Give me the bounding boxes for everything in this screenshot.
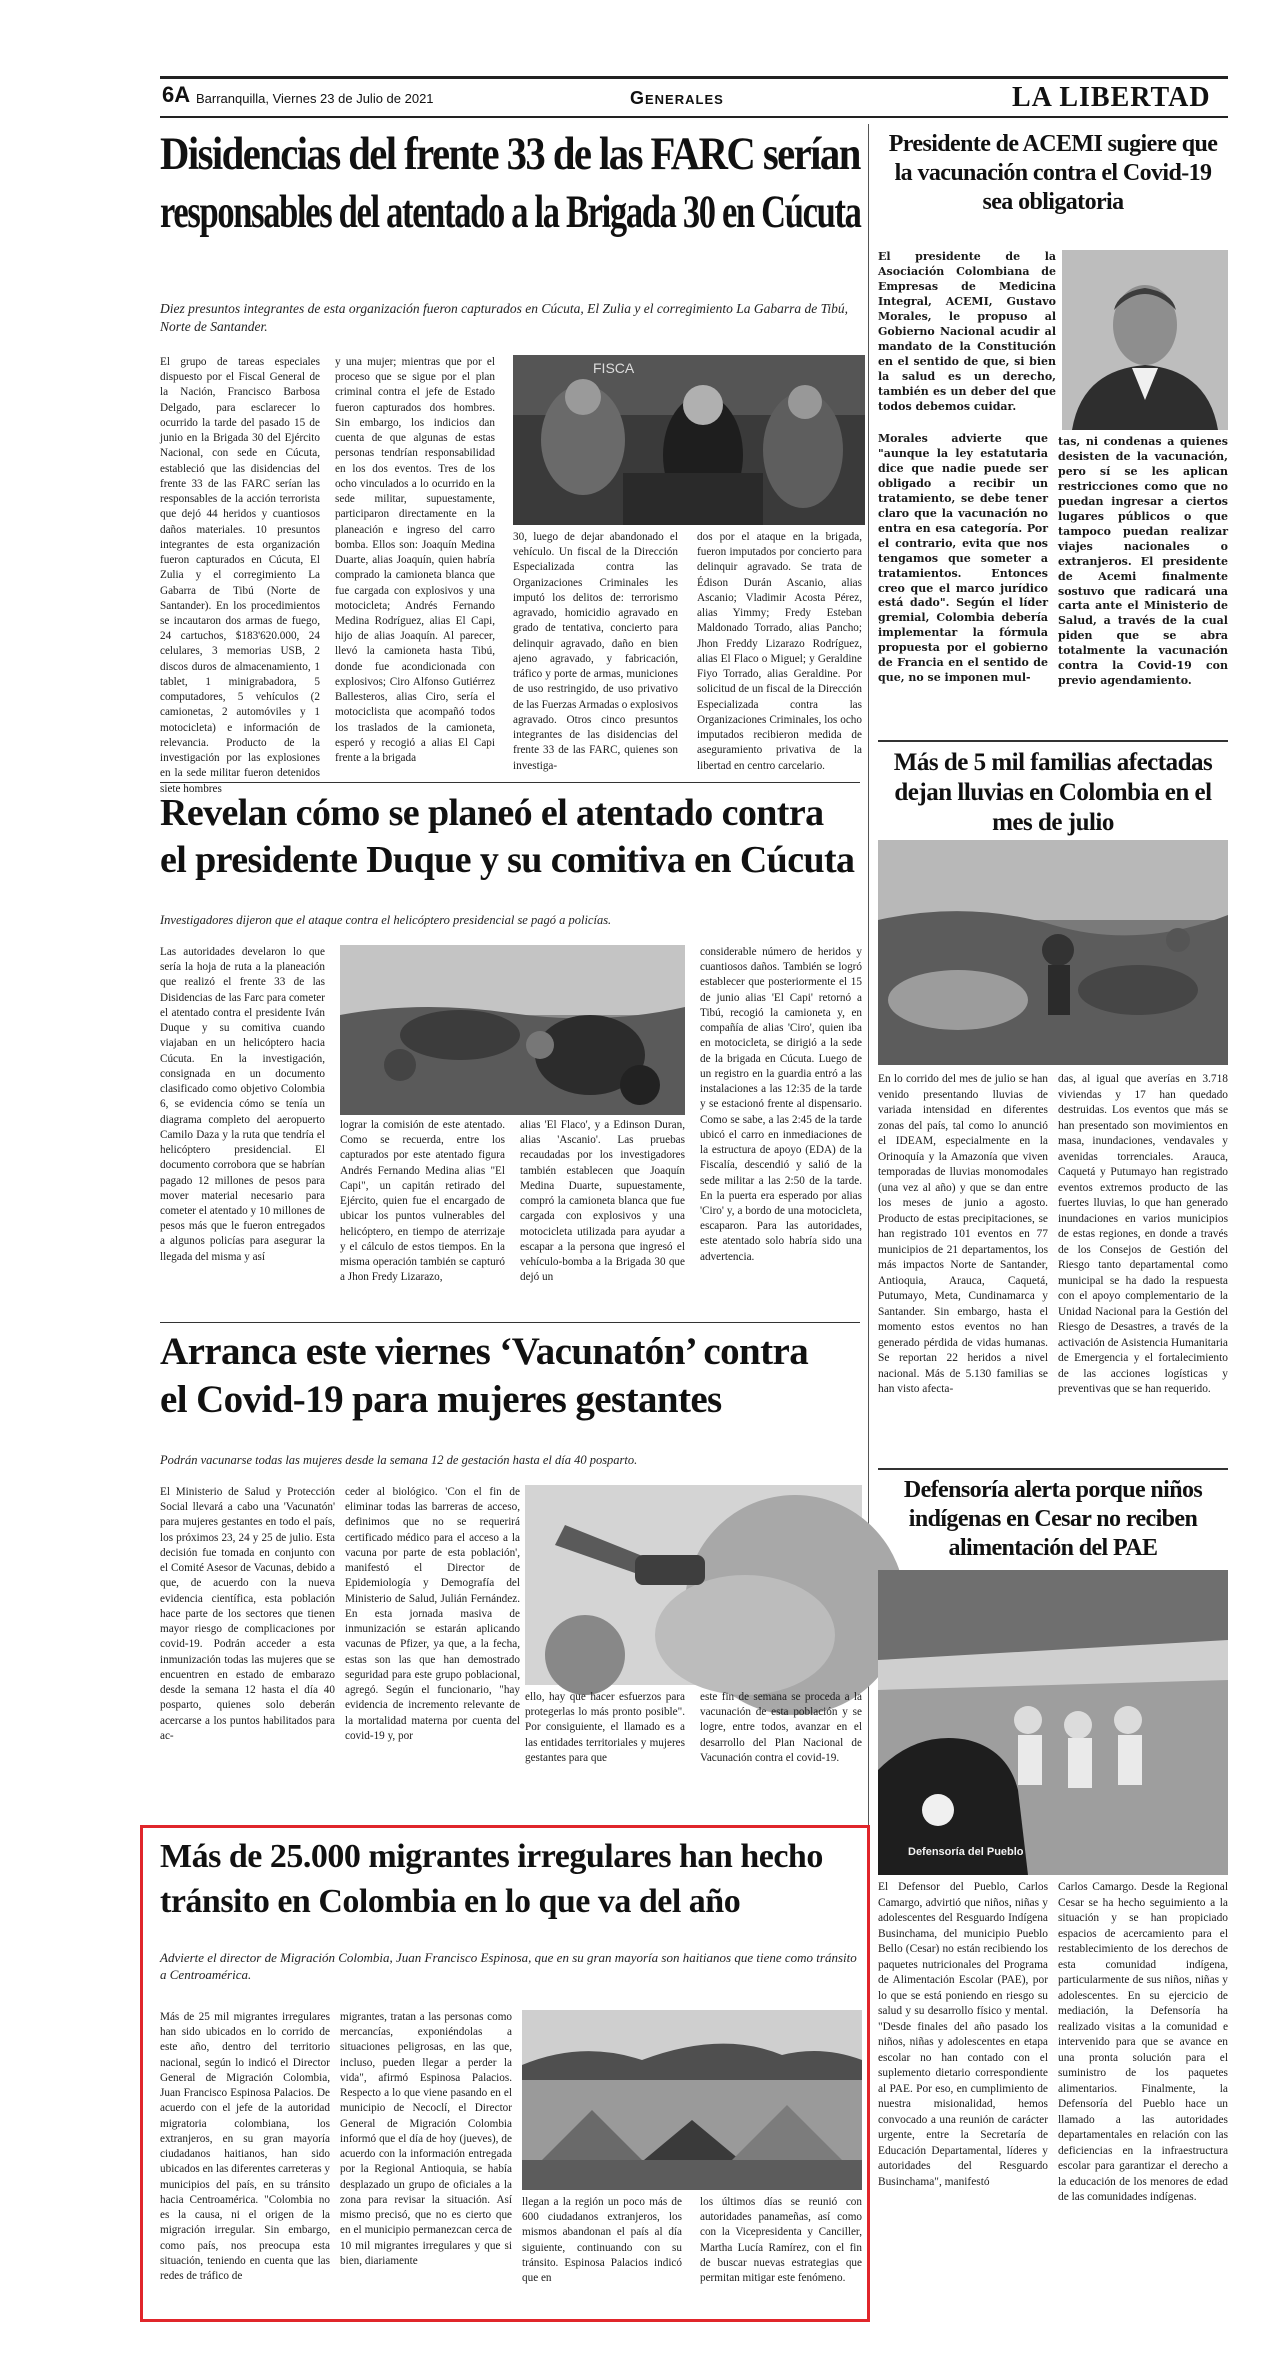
sidebar-text: Morales advierte que "aunque la ley estatutaria dice que nadie puede ser obligado a recibir un tratamiento, se debe tener claro que la vacunación no entra en esa categoría. Por el contrario, evita que nos tengamos que someter a tratamientos. Entonces creo que el marco jurídico está dado". Según el líder gremial, Colombia debería implementar la fórmula propuesta por el gobierno de Francia en el sentido de que, no se imponen mul- — [878, 432, 1048, 685]
photo-gustavo-morales — [1062, 250, 1228, 430]
photo-press-conference — [513, 355, 865, 525]
header-rule-bottom — [160, 116, 1228, 118]
article-column: dos por el ataque en la brigada, fueron imputados por concierto para delinquir agravado. Se trata de Édison Durán Ascanio, alias Ascanio; Vladimir Acosta Pérez, alias Yimmy; Fredy Esteban Maldonado Torrado, alias Pancho; Jhon Freddy Lizarazo Rodríguez, alias El Flaco o Miguel; y Geraldine Fiyo Torrado, alias Geraldine. Por solicitud de un fiscal de la Dirección Especializada contra las Organizaciones Criminales, los ocho imputados recibieron medida de aseguramiento privativa de la libertad en centro carcelario. — [697, 531, 862, 772]
article-column: El Ministerio de Salud y Protección Social llevará a cabo una 'Vacunatón' para mujeres gestantes en todo el país, los próximos 23, 24 y 25 de julio. Esta decisión fue tomada en conjunto con el Comité Asesor de Vacunas, debido a que, de acuerdo con la nueva evidencia científica, esta población hace parte de los sectores que tienen mayor riesgo de complicaciones por covid-19. Podrán acceder a esta inmunización todas las mujeres que se encuentren en estado de embarazo desde la semana 12 hasta el día 40 posparto, quienes solo deberán acercarse a los puntos habilitados para ac- — [160, 1486, 335, 1742]
headline-line-2: responsables del atentado a la Brigada 30 en Cúcuta — [160, 185, 861, 238]
photo-flood — [878, 840, 1228, 1065]
article-column: migrantes, tratan a las personas como mercancías, exponiéndolas a situaciones peligrosas, en las que, incluso, pueden llegar a perder la vida", afirmó Espinosa Palacios. Respecto a lo que viene pasando en el municipio de Necoclí, el Director General de Migración Colombia informó que el día de hoy (jueves), de acuerdo con la información entregada por la Regional Antioquia, se había desplazado un grupo de oficiales a la zona para revisar la situación. Así mismo precisó, que no es cierto que en el municipio permanezcan cerca de 10 mil migrantes irregulares y que si bien, diariamente — [340, 2011, 512, 2267]
article-migrantes — [160, 1838, 860, 1922]
article-column: 30, luego de dejar abandonado el vehículo. Un fiscal de la Dirección Especializada contra las Organizaciones Criminales les imputó los delitos de: terrorismo agravado, homicidio agravado en grado de tentativa, concierto para delinquir agravado, daño en bien ajeno agravado, y fabricación, tráfico y porte de armas, municiones de uso restringido, de uso privativo de las Fuerzas Armadas o explosivos agravado. Otros cinco presuntos integrantes de las disidencias del frente 33 de las FARC, quienes son investiga- — [513, 531, 678, 772]
article-divider — [160, 782, 860, 783]
article-lede: Advierte el director de Migración Colombia, Juan Francisco Espinosa, que en su gran mayoría son haitianos que tiene como tránsito a Centroamérica. — [160, 1950, 857, 1982]
article-farc — [160, 128, 860, 239]
section-name: Generales — [630, 88, 724, 108]
article-column: alias 'El Flaco', y a Edinson Duran, alias 'Ascanio'. Las pruebas recaudadas por los investigadores también establecen que Joaquín Medina Duarte, supuestamente, compró la camioneta blanca que fue cargada con explosivos y una motocicleta utilizada para ayudar a escapar a la persona que ingresó el vehículo-bomba a la Brigada 30 que dejó un — [520, 1119, 685, 1284]
article-divider — [160, 1322, 860, 1323]
sidebar-headline-defensoria: Defensoría alerta porque niños indígenas en Cesar no reciben alimentación del PAE — [903, 1477, 1203, 1561]
sidebar-headline-acemi: Presidente de ACEMI sugiere que la vacunación contra el Covid-19 sea obligatoria — [888, 131, 1218, 215]
headline-line-1: Arranca este viernes ‘Vacunatón’ contra — [160, 1330, 809, 1373]
photo-helicopter-crowd — [340, 945, 685, 1115]
headline-line-2: el Covid-19 para mujeres gestantes — [160, 1378, 722, 1422]
headline-line-1: Disidencias del frente 33 de las FARC serían — [160, 128, 860, 180]
article-column: y una mujer; mientras que por el proceso que se sigue por el plan criminal contra el jefe de Estado fueron capturados dos hombres. Sin embargo, los indicios dan cuenta de que algunas de estas personas tendrían responsabilidad en los dos eventos. Tres de los ocho vinculados a lo ocurrido en la sede militar, supuestamente, participaron directamente en la planeación e ingreso del carro bomba. Ellos son: Joaquín Medina Duarte, alias Joaquín, quien habría comprado la camioneta blanca que fue cargada con explosivos y una motocicleta; Andrés Fernando Medina Rodríguez, alias El Capi, hijo de alias Joaquín. Al parecer, llevó la camioneta hasta Tibú, donde fue acondicionada con explosivos; Ciro Alfonso Gutiérrez Ballesteros, alias Ciro, sería el motociclista que acompañó todos los traslados de la camioneta, esperó y recogió a alias El Capi frente a la brigada — [335, 356, 495, 765]
article-column: este fin de semana se proceda a la vacunación de esta población y se logre, entre todos, avanzar en el desarrollo del Plan Nacional de Vacunación contra el covid-19. — [700, 1691, 862, 1764]
sidebar-text: das, al igual que averías en 3.718 viviendas y 17 han quedado destruidas. Los eventos que más se han presentado son movimientos en masa, inundaciones, vendavales y avenidas torrenciales. Arauca, Caquetá y Putumayo han registrado eventos extremos producto de las fuertes lluvias, lo que han generado inundaciones en varios municipios de estas regiones, en donde a través de los Consejos de Gestión del Riesgo tanto departamental como municipal se ha dado la respuesta con el apoyo complementario de la Unidad Nacional para la Gestión del Riesgo de Desastres, a través de la activación de Asistencia Humanitaria de Emergencia y el fortalecimiento de las acciones logísticas y preventivas que se han requerido. — [1058, 1073, 1228, 1395]
article-column: Las autoridades develaron lo que sería la hoja de ruta a la planeación que realizó el frente 33 de las Disidencias de las Farc para cometer el atentado contra el presidente Iván Duque y su comitiva cuando viajaban en un helicóptero hacia Cúcuta. En la investigación, consignada en un documento clasificado como objetivo Colombia 6, se evidencia cómo se tenía un diagrama completo del aeropuerto Camilo Daza y la ruta que tendría el helicóptero presidencial. El documento corrobora que se habrían pagado 12 millones de pesos para mover material necesario para cometer el atentado y 10 millones de pesos más que le fueron entregados a algunos policías para asegurar la llegada del misma y así — [160, 946, 325, 1263]
article-lede: Investigadores dijeron que el ataque contra el helicóptero presidencial se pagó a policías. — [160, 913, 612, 927]
photo-pregnant-vaccination — [525, 1485, 862, 1685]
article-column: los últimos días se reunió con autoridades panameñas, así como con la Vicepresidenta y Canciller, Martha Lucía Ramírez, con el fin de buscar nuevas estrategias que permitan mitigar este fenómeno. — [700, 2196, 862, 2285]
dateline: Barranquilla, Viernes 23 de Julio de 2021 — [196, 91, 434, 106]
headline-line-2: tránsito en Colombia en lo que va del año — [160, 1882, 741, 1920]
photo-defensoria-children — [878, 1570, 1228, 1875]
headline-line-1: Más de 25.000 migrantes irregulares han hecho — [160, 1838, 823, 1875]
headline-line-2: el presidente Duque y su comitiva en Cúcuta — [160, 839, 855, 882]
article-column: El grupo de tareas especiales dispuesto por el Fiscal General de la Nación, Francisco Barbosa Delgado, para esclarecer lo ocurrido la tarde del pasado 15 de junio en la Brigada 30 del Ejército Nacional, con sede en Cúcuta, estableció que las disidencias del frente 33 de las FARC serían las responsables de la acción terrorista que dejó 44 heridos y cuantiosos daños materiales. 10 presuntos integrantes de esta organización fueron capturados en Cúcuta, El Zulia y el corregimiento La Gabarra de Tibú (Norte de Santander). En los procedimientos se incautaron dos armas de fuego, 24 cartuchos, $183'620.000, 24 celulares, 3 memorias USB, 2 discos duros de almacenamiento, 1 tablet, 1 minigrabadora, 5 computadores, 5 vehículos (2 camionetas, 2 automóviles y 1 motocicleta) e información de relevancia. Producto de la investigación por las explosiones en la sede militar fueron detenidos siete hombres — [160, 356, 320, 795]
sidebar-divider-2 — [878, 1468, 1228, 1470]
article-vacunaton — [160, 1330, 860, 1423]
sidebar-text: El presidente de la Asociación Colombiana de Empresas de Medicina Integral, ACEMI, Gustavo Morales, le propuso al Gobierno Nacional acudir al mandato de la Constitución en el sentido de que, si bien la salud es un derecho, también es un deber del que todos debemos cuidar. — [878, 250, 1056, 413]
vest-text: Defensoría del Pueblo — [908, 1846, 1024, 1858]
sidebar-text: El Defensor del Pueblo, Carlos Camargo, advirtió que niños, niñas y adolescentes del Resguardo Indígena Businchama, del municipio Pueblo Bello (Cesar) no están recibiendo los paquetes nutricionales del Programa de Alimentación Escolar (PAE), por lo que se está poniendo en riesgo su salud y su desarrollo físico y mental. "Desde finales del año pasado los niños, niñas y adolescentes en etapa escolar no han contado con el suplemento dietario correspondiente al PAE. Por eso, en cumplimiento de nuestra misionalidad, hemos convocado a una reunión de carácter urgente, entre la Secretaría de Educación Departamental, líderes y autoridades del Resguardo Businchama", manifestó — [878, 1881, 1048, 2188]
article-column: considerable número de heridos y cuantiosos daños. También se logró establecer que posteriormente el 15 de junio alias 'El Capi' retornó a Tibú, recogió la camioneta y, en compañía de alias 'Ciro', quien iba en motocicleta, se dirigió a la sede de la brigada en Cúcuta. Luego de un registro en la guardia entró a las instalaciones a las 12:35 de la tarde y se estacionó frente al dispensario. Como se sabe, a las 2:45 de la tarde ubicó el carro en inmediaciones de la estructura de apoyo (EDA) de la Fiscalía, descendió y salió de la sede militar a las 2:50 de la tarde. En la puerta era esperado por alias 'Ciro' y, a bordo de una motocicleta, escaparon. Para las autoridades, este atentado solo habría sido una advertencia. — [700, 946, 862, 1263]
photo-migrant-camp — [522, 2010, 862, 2190]
article-column: llegan a la región un poco más de 600 ciudadanos extranjeros, los mismos abandonan el país al día siguiente, continuando con su tránsito. Espinosa Palacios indicó que en — [522, 2196, 682, 2285]
sidebar-headline-lluvias: Más de 5 mil familias afectadas dejan lluvias en Colombia en el mes de julio — [893, 749, 1213, 836]
article-duque — [160, 792, 860, 883]
article-lede: Podrán vacunarse todas las mujeres desde la semana 12 de gestación hasta el día 40 posparto. — [160, 1453, 638, 1467]
podium-sign-text: FISCA — [593, 360, 635, 376]
article-column: ceder al biológico. 'Con el fin de eliminar todas las barreras de acceso, definimos que no se requerirá certificado médico para el acceso a la vacuna por parte de esta población', manifestó el Director de Epidemiología y Demografía del Ministerio de Salud, Julián Fernández. En esta jornada masiva de inmunización se estarán aplicando vacunas de Pfizer, ya que, a la fecha, estas son las que han demostrado seguridad para este grupo poblacional, agregó. Según el funcionario, "hay evidencia de incremento relevante de la mortalidad materna por cuenta del covid-19 y, por — [345, 1486, 520, 1742]
article-column: lograr la comisión de este atentado. Como se recuerda, entre los capturados por este atentado figura Andrés Fernando Medina alias "El Capi", un capitán retirado del Ejército, quien fue el encargado de ubicar los puntos vulnerables del helicóptero, en tiempo de aterrizaje y el cálculo de estos tiempos. En la misma operación también se capturó a Jhon Fredy Lizarazo, — [340, 1119, 505, 1284]
page-number: 6A — [162, 82, 191, 107]
sidebar-divider-1 — [878, 740, 1228, 742]
sidebar-text: En lo corrido del mes de julio se han venido presentando lluvias de variada intensidad en diferentes zonas del país, tal como lo anunció el IDEAM, especialmente en la Orinoquía y la Amazonía que viven temporadas de lluvias monomodales (una vez al año) y que se dan entre los meses de junio a agosto. Producto de estas precipitaciones, se han registrado 101 eventos en 77 municipios de 21 departamentos, los más impactos Norte de Santander, Antioquia, Arauca, Caquetá, Putumayo, Meta, Cundinamarca y Santander. Sin embargo, hasta el momento estos eventos no han generado pérdida de vidas humanas. Se reportan 22 heridos a nivel nacional. Más de 5.130 familias se han visto afecta- — [878, 1073, 1048, 1395]
article-lede: Diez presuntos integrantes de esta organización fueron capturados en Cúcuta, El Zulia y el corregimiento La Gabarra de Tibú, Norte de Santander. — [160, 301, 848, 334]
article-column: Más de 25 mil migrantes irregulares han sido ubicados en lo corrido de este año, dentro del territorio nacional, según lo indicó el Director General de Migración Colombia, Juan Francisco Espinosa Palacios. De acuerdo con el jefe de la autoridad migratoria colombiana, los extranjeros, en su gran mayoría ciudadanos haitianos, han sido ubicados en las diferentes carreteras y municipios del país, en su tránsito hacia Centroamérica. "Colombia no es la causa, ni el origen de la migración irregular. Sin embargo, como país, nos preocupa esta situación, teniendo en cuenta que las redes de tráfico de — [160, 2011, 330, 2282]
headline-line-1: Revelan cómo se planeó el atentado contra — [160, 792, 824, 834]
sidebar-text: tas, ni condenas a quienes desisten de la vacunación, pero sí se les aplican restricciones como que no puedan ingresar a ciertos lugares públicos o que tampoco puedan realizar viajes nacionales o extranjeros. El presidente de Acemi finalmente sostuvo que radicará una carta ante el Ministerio de Salud, a través de la cual piden que se abra totalmente la vacunación contra la Covid-19 con previo agendamiento. — [1058, 435, 1228, 688]
sidebar-text: Carlos Camargo. Desde la Regional Cesar se ha hecho seguimiento a la situación y se han propiciado espacios de acercamiento para el restablecimiento de los derechos de esta comunidad indígena, particularmente de sus niños, niñas y adolescentes. En su ejercicio de mediación, la Defensoría ha realizado visitas a la comunidad e intervenido para que se avance en una pronta solución para el suministro de los paquetes alimentarios. Finalmente, la Defensoría del Pueblo hace un llamado a las autoridades departamentales en relación con las deficiencias en la infraestructura escolar para garantizar el derecho a la educación de los menores de edad de las comunidades indígenas. — [1058, 1881, 1228, 2203]
header-rule-top — [160, 76, 1228, 79]
newspaper-name: LA LIBERTAD — [1012, 82, 1211, 113]
article-column: ello, hay que hacer esfuerzos para protegerlas lo más pronto posible". Por consiguiente, el llamado es a las entidades territoriales y mujeres gestantes para que — [525, 1691, 685, 1764]
